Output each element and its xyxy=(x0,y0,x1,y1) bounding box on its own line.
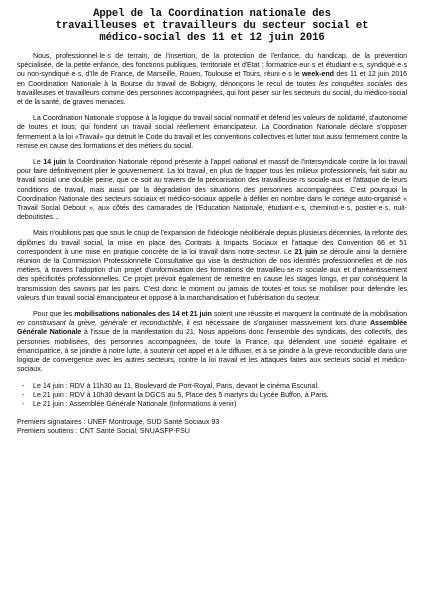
paragraph-14-juin xyxy=(17,158,407,222)
intro-text-e: des travailleuses et travailleurs comme des personnes accompagnées, qui font peser sur les secteurs du social, du médico-social et de la santé, de graves menaces. xyxy=(17,79,407,107)
p4-date-bold: 21 juin xyxy=(294,247,318,256)
agenda-item: - Le 14 juin : RDV à 11h30 au 11, Boulevard de Port-Royal, Paris, devant le cinéma Escurial. xyxy=(17,382,407,391)
p5-ag-bold: Assemblée Générale Nationale xyxy=(17,319,407,337)
paragraph-mobilisation xyxy=(17,310,407,374)
intro-weekend-bold: week-end xyxy=(301,70,334,79)
p4-text-a: Mais n'oublions pas que sous le coup de l'expansion de l'idéologie néolibérale depuis plusieurs décennies, la refonte des diplômes du travail social, la mise en place des Contrats à Impacts Sociaux et l'attaque des Convention 66 et 51 correspondent à une mise en pratique concrète de la loi travail dans notre secteur. Le xyxy=(17,229,407,256)
paragraph-intro xyxy=(17,52,407,107)
p3-text-c: la Coordination Nationale répond présente à l'appel national et massif de l'intersyndicale contre la loi travail pour faire définitivement plier le gouvernement. La loi travail, en plus de frapper tous les milieux professionnels, fait subir au travail social une double peine, que ce soit au travers de la précarisation des travailleuse·rs sociale·aux et l'attaque de leurs conditions de travail, mais aussi par la dégradation des situations des personnes accompagnées. C'est pourquoi la Coordination Nationale des secteurs sociaux et médico-sociaux appelle à défiler en nombre dans le cortège auto-organisé « Travail Social Debout », aux côtés des camarades de l'Education Nationale, étudiant·e·s, cheminot·e·s, postier·e·s, nuit-deboutistes… xyxy=(17,158,407,222)
p5-text-c: soient une réussite et marquent la continuité de la mobilisation xyxy=(211,310,407,319)
agenda-list xyxy=(17,382,407,410)
document-title xyxy=(17,8,407,44)
p4-text-c: se déroule ainsi la dernière réunion de la Commission Professionnelle Consultative qui vise la destruction de nos identités professionnelles et de nos métiers, à travers l'adoption d'un projet d'uniformisation des formations de travailleu·se·rs sociale·aux et d'anéantissement des spécificités professionnelles. Ce projet prévoit également de remettre en cause les stages longs, et par conséquent la transmission des savoirs par les pairs. C'est donc le moment ou jamais de toutes et tous se mobiliser pour défendre les valeurs d'un travail social émancipateur et opposé à la marchandisation et l'ubérisation du secteur. xyxy=(17,247,407,302)
p5-mobilisations-bold: mobilisations nationales des 14 et 21 juin xyxy=(74,310,212,319)
p5-greve-italic: en construisant la grève, générale et reconductible xyxy=(17,319,182,328)
intro-text-c: des 11 et 12 juin 2016 en Coordination Nationale à la Bourse du travail de Bobigny, dénonçons le recul de toutes xyxy=(17,70,408,88)
title-line-3: médico-social des 11 et 12 juin 2016 xyxy=(99,32,325,44)
paragraph-21-juin xyxy=(17,229,407,303)
title-line-1: Appel de la Coordination nationale des xyxy=(93,8,331,20)
p3-text-a: Le xyxy=(33,158,44,167)
p3-date-bold: 14 juin xyxy=(43,158,66,167)
paragraph-opposition: La Coordination Nationale s'oppose à la logique du travail social normatif et défend les valeurs de solidarité, d'autonomie de toutes et tous, qui fondent un travail social réellement émancipateur. La Coordination Nationale déclare s'opposer fermement à la loi «Travail» qui détruit le Code du travail et les conventions collectives et lutter tout aussi fermement contre la remise en cause des formations et des métiers du social. xyxy=(17,114,407,150)
intro-conquetes-italic: les conquêtes sociales xyxy=(319,79,393,88)
signatories-first: Premiers signataires : UNEF Montrouge, SUD Santé Sociaux 93 xyxy=(17,417,220,426)
p5-text-g: à l'issue de la manifestation du 21. Nous appelons donc l'ensemble des syndicats, des collectifs, des personnes mobilisées, des personnes accompagnées, de toute la France, qui défendent une société égalitaire et émancipatrice, à se joindre à notre lutte, à soutenir cet appel et à le diffuser, et à se joindre à la grève reconductible dans une logique de convergence avec les autres secteurs, contre la loi travail et les attaques faites aux secteurs social et médico-sociaux. xyxy=(17,328,407,374)
agenda-item: - Le 21 juin : Assemblée Générale Nationale (Informations à venir) xyxy=(17,400,407,409)
signatories-supports: Premiers soutiens : CNT Santé Social, SNUASFP-FSU xyxy=(17,427,190,436)
title-line-2: travailleuses et travailleurs du secteur social et xyxy=(55,20,369,32)
signatories xyxy=(17,418,407,437)
agenda-item: - Le 21 juin : RDV à 10h30 devant la DGCS au 5, Place des 5 martyrs du Lycée Buffon, à Paris. xyxy=(17,391,407,400)
p5-text-e: , il est nécessaire de s'organiser massivement lors d'une xyxy=(181,319,370,328)
document-body xyxy=(17,52,407,437)
p5-text-a: Pour que les xyxy=(33,310,75,319)
intro-text-a: Nous, professionnel·le·s de terrain, de l'insertion, de la protection de l'enfance, du handicap, de la prévention spécialisée, de la petite enfance, des fonctions publiques, territoriale et d'Etat ; formatrice·eur·s et étudiant·e·s, syndiqué·e·s ou non-syndiqué·e·s, d'Ile de France, de Marseille, Rouen, Toulouse et Tours, réuni·e·s le xyxy=(17,52,407,79)
